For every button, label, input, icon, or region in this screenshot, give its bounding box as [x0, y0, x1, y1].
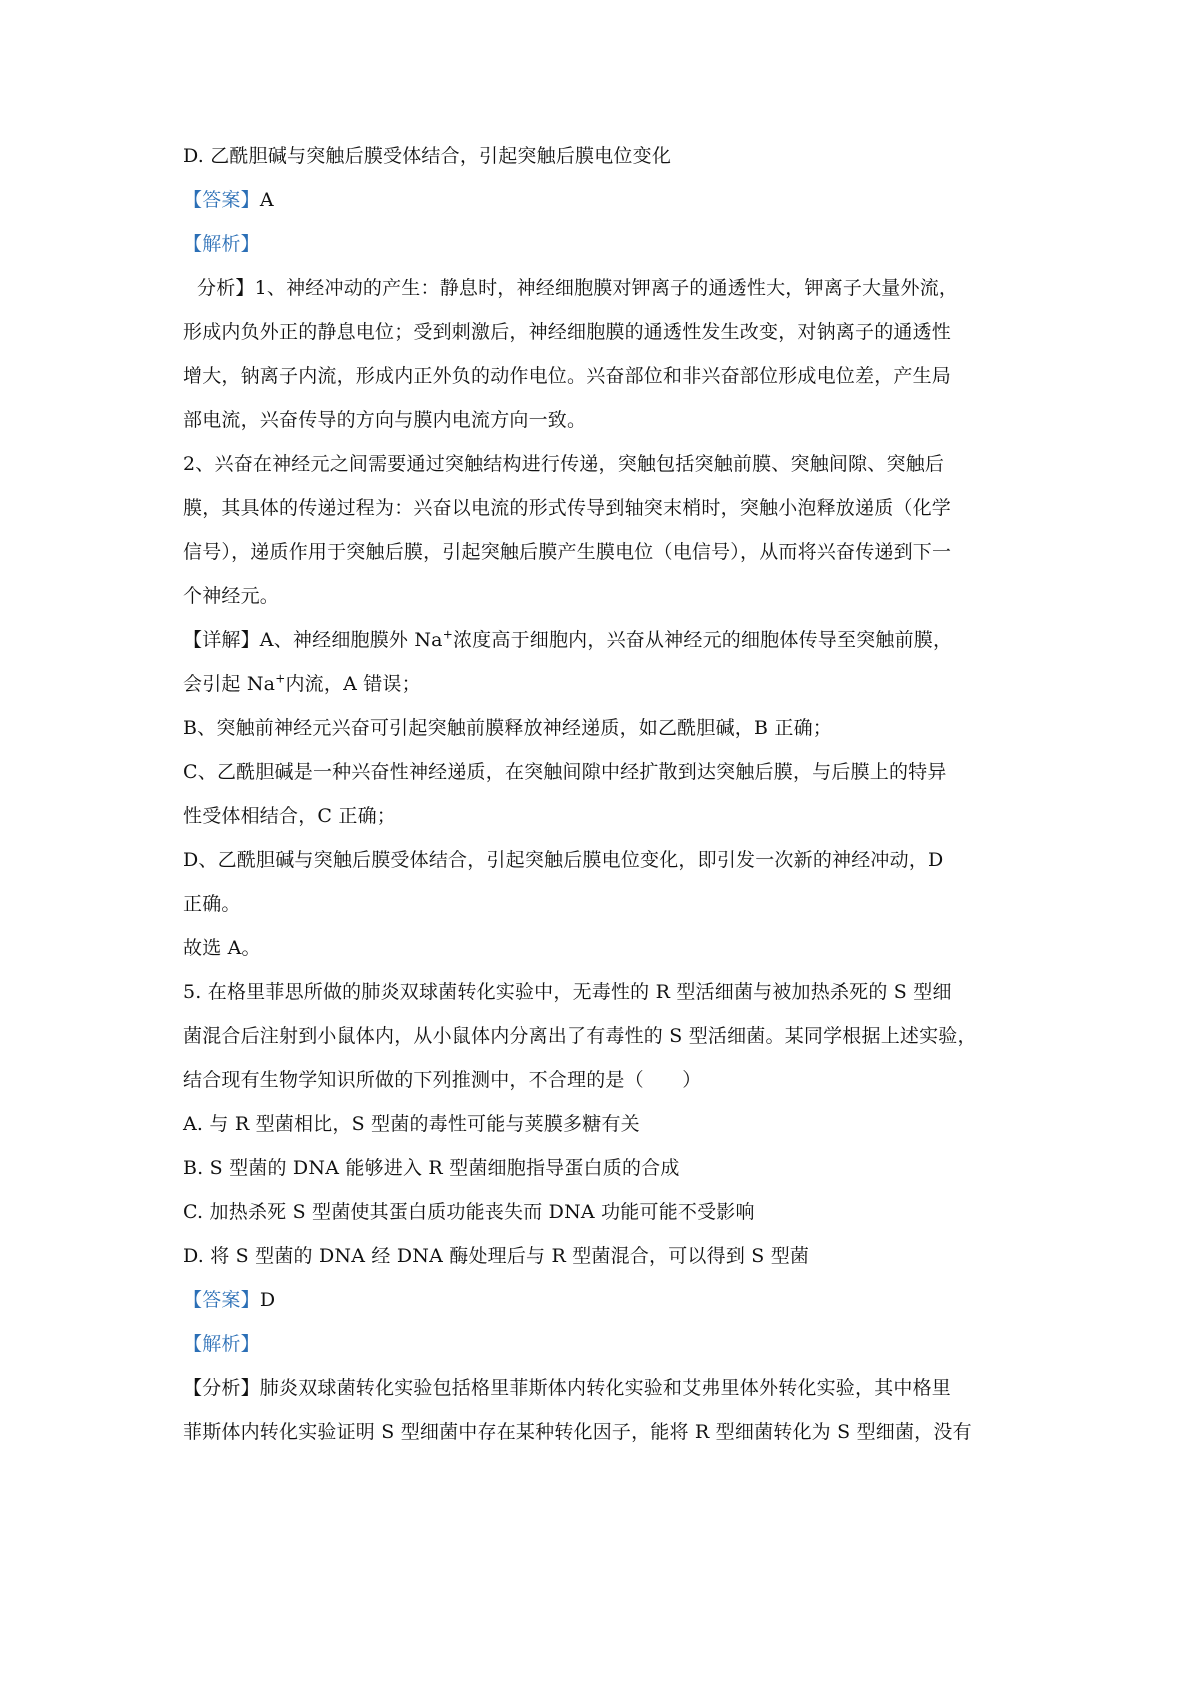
q4-option-d-text: D. 乙酰胆碱与突触后膜受体结合，引起突触后膜电位变化 [183, 145, 672, 167]
q5-stem-line [183, 1023, 1033, 1049]
paragraph-text: 菲斯体内转化实验证明 S 型细菌中存在某种转化因子，能将 R 型细菌转化为 S 型细菌，没有 [183, 1421, 972, 1443]
q4-analysis-line [183, 363, 1033, 389]
paragraph-text: 内流，A 错误； [285, 673, 421, 695]
answer-label: 【答案】 [183, 1289, 260, 1311]
paragraph-text: 膜，其具体的传递过程为：兴奋以电流的形式传导到轴突末梢时，突触小泡释放递质（化学 [183, 497, 952, 519]
option-text: D. 将 S 型菌的 DNA 经 DNA 酶处理后与 R 型菌混合，可以得到 S 型菌 [183, 1245, 810, 1267]
paragraph-text: D、乙酰胆碱与突触后膜受体结合，引起突触后膜电位变化，即引发一次新的神经冲动，D [183, 849, 944, 871]
paragraph-text: 部电流，兴奋传导的方向与膜内电流方向一致。 [183, 409, 587, 431]
option-text: B. S 型菌的 DNA 能够进入 R 型菌细胞指导蛋白质的合成 [183, 1157, 680, 1179]
paragraph-text: 2、兴奋在神经元之间需要通过突触结构进行传递，突触包括突触前膜、突触间隙、突触后 [183, 453, 945, 475]
paragraph-text: B、突触前神经元兴奋可引起突触前膜释放神经递质，如乙酰胆碱，B 正确； [183, 717, 832, 739]
answer-value: A [259, 189, 274, 211]
paragraph-text: 增大，钠离子内流，形成内正外负的动作电位。兴奋部位和非兴奋部位形成电位差，产生局 [183, 365, 952, 387]
q4-analysis-line [183, 319, 1033, 345]
paragraph-text: 正确。 [183, 893, 241, 915]
answer-value: D [259, 1289, 276, 1311]
q4-analysis-line [183, 495, 1033, 521]
option-text: A. 与 R 型菌相比，S 型菌的毒性可能与荚膜多糖有关 [183, 1113, 640, 1135]
q5-analysis-line [183, 1375, 1033, 1401]
q5-option-c [183, 1199, 1033, 1225]
q5-option-b [183, 1155, 1033, 1181]
q5-answer [183, 1287, 1033, 1313]
answer-label: 【答案】 [183, 189, 260, 211]
q5-stem-line [183, 979, 1033, 1005]
paragraph-text: 形成内负外正的静息电位；受到刺激后，神经细胞膜的通透性发生改变，对钠离子的通透性 [183, 321, 952, 343]
analysis-label: 【解析】 [183, 233, 260, 255]
superscript-plus: + [442, 627, 453, 642]
q4-detail-line [183, 803, 1033, 829]
paragraph-text: 信号），递质作用于突触后膜，引起突触后膜产生膜电位（电信号），从而将兴奋传递到下一 [183, 541, 952, 563]
question-text: 菌混合后注射到小鼠体内，从小鼠体内分离出了有毒性的 S 型活细菌。某同学根据上述实验， [183, 1025, 977, 1047]
paragraph-text: 分析】1、神经冲动的产生：静息时，神经细胞膜对钾离子的通透性大，钾离子大量外流， [197, 277, 959, 299]
q4-detail-line [183, 627, 1033, 653]
q4-answer [183, 187, 1033, 213]
q5-option-d [183, 1243, 1033, 1269]
q4-detail-line [183, 847, 1033, 873]
q4-option-d [183, 143, 1033, 169]
paragraph-text: 【详解】A、神经细胞膜外 Na [183, 629, 443, 651]
q4-analysis-line [183, 407, 1033, 433]
q4-analysis-line [197, 275, 1047, 301]
question-text: 结合现有生物学知识所做的下列推测中，不合理的是（ ） [183, 1069, 702, 1091]
q5-analysis-line [183, 1419, 1033, 1445]
paragraph-text: 会引起 Na [183, 673, 276, 695]
option-text: C. 加热杀死 S 型菌使其蛋白质功能丧失而 DNA 功能可能不受影响 [183, 1201, 755, 1223]
q5-analysis-heading [183, 1331, 1033, 1357]
q4-detail-line [183, 891, 1033, 917]
q5-stem-line [183, 1067, 1033, 1093]
q4-detail-line [183, 759, 1033, 785]
q4-conclusion [183, 935, 1033, 961]
q4-analysis-line [183, 451, 1033, 477]
superscript-plus: + [275, 671, 286, 686]
q4-analysis-line [183, 539, 1033, 565]
question-text: 5. 在格里菲思所做的肺炎双球菌转化实验中，无毒性的 R 型活细菌与被加热杀死的 S 型细 [183, 981, 952, 1003]
paragraph-text: 【分析】肺炎双球菌转化实验包括格里菲斯体内转化实验和艾弗里体外转化实验，其中格里 [183, 1377, 952, 1399]
q4-analysis-line [183, 583, 1033, 609]
paragraph-text: C、乙酰胆碱是一种兴奋性神经递质，在突触间隙中经扩散到达突触后膜，与后膜上的特异 [183, 761, 947, 783]
analysis-label: 【解析】 [183, 1333, 260, 1355]
q4-detail-line [183, 715, 1033, 741]
paragraph-text: 故选 A。 [183, 937, 261, 959]
paragraph-text: 性受体相结合，C 正确； [183, 805, 396, 827]
q4-analysis-heading [183, 231, 1033, 257]
paragraph-text: 浓度高于细胞内，兴奋从神经元的细胞体传导至突触前膜， [452, 629, 953, 651]
q4-detail-line [183, 671, 1033, 697]
q5-option-a [183, 1111, 1033, 1137]
paragraph-text: 个神经元。 [183, 585, 280, 607]
